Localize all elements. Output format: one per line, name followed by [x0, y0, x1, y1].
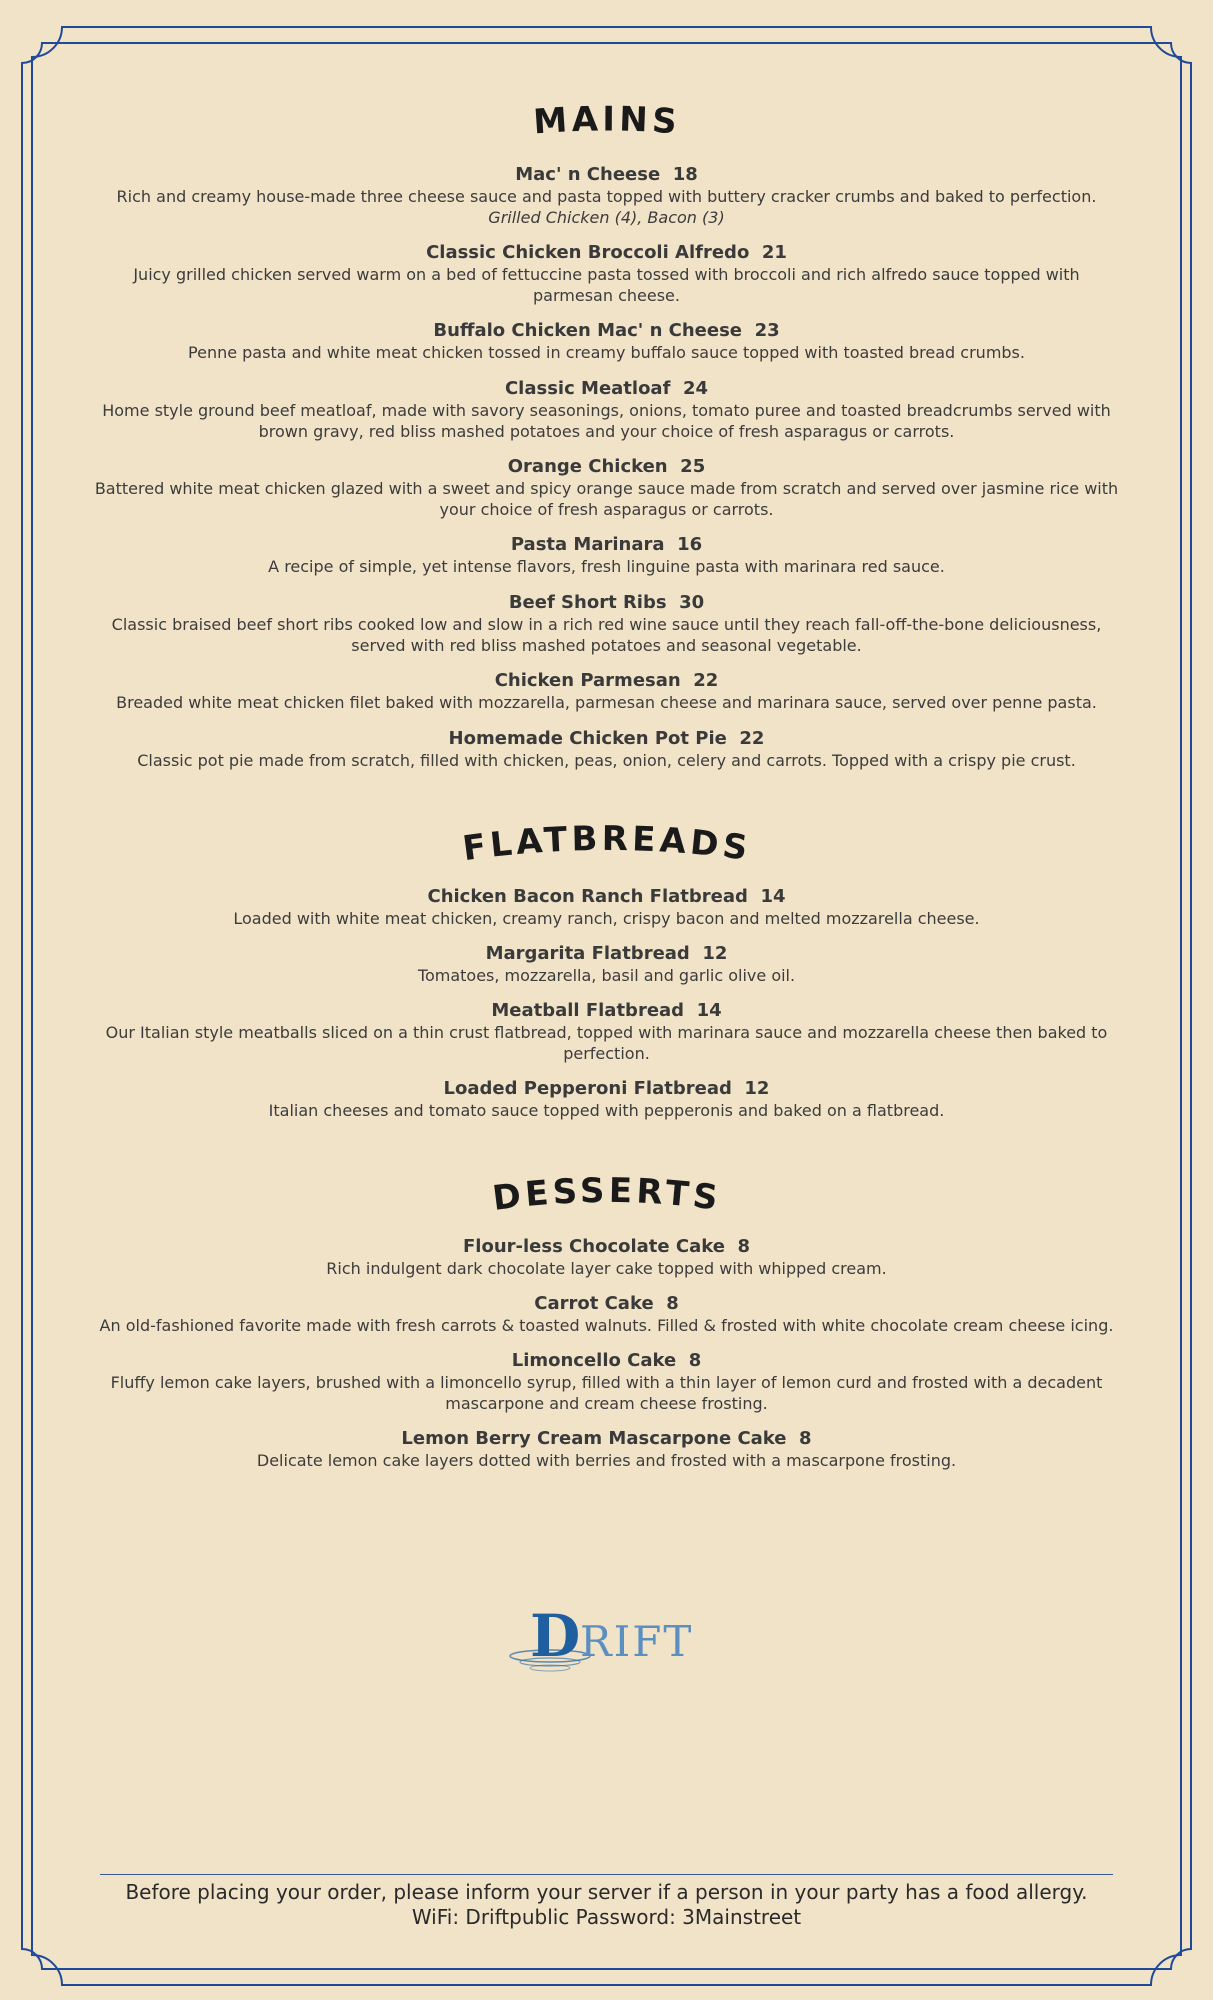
- item-name: Beef Short Ribs 30: [508, 592, 705, 613]
- drift-logo: [500, 1598, 720, 1678]
- svg-text:D: D: [530, 1602, 581, 1670]
- svg-text:RIFT: RIFT: [580, 1617, 694, 1666]
- item-addons: Grilled Chicken (4), Bacon (3): [488, 208, 725, 227]
- item-description: Penne pasta and white meat chicken tossed in creamy buffalo sauce topped with toasted bread crumbs.: [188, 343, 1025, 362]
- footer-divider: [100, 1874, 1113, 1875]
- item-name: Meatball Flatbread 14: [491, 1000, 722, 1021]
- menu-item: [90, 378, 1123, 442]
- item-name: Pasta Marinara 16: [510, 534, 703, 555]
- menu-item: [90, 1293, 1123, 1336]
- item-description: Rich and creamy house-made three cheese sauce and pasta topped with buttery cracker crumbs and baked to perfection.: [116, 187, 1097, 206]
- menu-item: [90, 670, 1123, 713]
- item-name: Lemon Berry Cream Mascarpone Cake 8: [401, 1428, 812, 1449]
- item-name: Chicken Bacon Ranch Flatbread 14: [427, 886, 786, 907]
- section-title-desserts: [90, 1158, 1123, 1226]
- item-description: Our Italian style meatballs sliced on a thin crust flatbread, topped with marinara sauce and mozzarella cheese then baked to perfection.: [105, 1023, 1108, 1063]
- item-description: Battered white meat chicken glazed with a sweet and spicy orange sauce made from scratch and served over jasmine rice with your choice of fresh asparagus or carrots.: [94, 479, 1119, 519]
- allergy-notice: Before placing your order, please inform your server if a person in your party has a food allergy.: [125, 1880, 1088, 1904]
- item-name: Margarita Flatbread 12: [485, 943, 728, 964]
- menu-item: [90, 1078, 1123, 1121]
- menu-item: [90, 456, 1123, 520]
- menu-item: [90, 943, 1123, 986]
- item-description: Italian cheeses and tomato sauce topped with pepperonis and baked on a flatbread.: [268, 1101, 945, 1120]
- menu-item: [90, 534, 1123, 577]
- wifi-info: WiFi: Driftpublic Password: 3Mainstreet: [411, 1905, 802, 1929]
- item-name: Flour-less Chocolate Cake 8: [462, 1236, 751, 1257]
- item-name: Classic Chicken Broccoli Alfredo 21: [426, 242, 787, 263]
- menu-item: [90, 242, 1123, 306]
- menu-item: [90, 1236, 1123, 1279]
- svg-text:MAINS: MAINS: [531, 99, 682, 143]
- svg-text:FLATBREADS: FLATBREADS: [459, 818, 754, 870]
- menu-item: [90, 164, 1123, 228]
- item-description: Breaded white meat chicken filet baked with mozzarella, parmesan cheese and marinara sauce, served over penne pasta.: [116, 693, 1097, 712]
- item-name: Mac' n Cheese 18: [515, 164, 698, 185]
- item-name: Chicken Parmesan 22: [494, 670, 719, 691]
- item-name: Buffalo Chicken Mac' n Cheese 23: [433, 320, 780, 341]
- item-name: Limoncello Cake 8: [511, 1350, 702, 1371]
- item-name: Homemade Chicken Pot Pie 22: [448, 728, 765, 749]
- item-description: A recipe of simple, yet intense flavors, fresh linguine pasta with marinara red sauce.: [268, 557, 945, 576]
- menu-item: [90, 592, 1123, 656]
- menu-item: [90, 1000, 1123, 1064]
- item-description: Classic pot pie made from scratch, filled with chicken, peas, onion, celery and carrots. Topped with a crispy pie crust.: [137, 751, 1076, 770]
- item-description: Home style ground beef meatloaf, made with savory seasonings, onions, tomato puree and toasted breadcrumbs served with brown gravy, red bliss mashed potatoes and your choice of fresh asparagus or carrots.: [102, 401, 1111, 441]
- menu-item: [90, 728, 1123, 771]
- section-title-flatbreads: [90, 806, 1123, 874]
- menu-item: [90, 1428, 1123, 1471]
- item-description: Tomatoes, mozzarella, basil and garlic olive oil.: [417, 966, 796, 985]
- item-description: Rich indulgent dark chocolate layer cake topped with whipped cream.: [326, 1259, 887, 1278]
- item-description: Delicate lemon cake layers dotted with berries and frosted with a mascarpone frosting.: [256, 1451, 957, 1470]
- svg-text:DESSERTS: DESSERTS: [489, 1170, 724, 1219]
- menu-item: [90, 886, 1123, 929]
- item-name: Classic Meatloaf 24: [504, 378, 709, 399]
- item-name: Loaded Pepperoni Flatbread 12: [443, 1078, 770, 1099]
- item-description: An old-fashioned favorite made with fresh carrots & toasted walnuts. Filled & frosted with white chocolate cream cheese icing.: [99, 1316, 1114, 1335]
- item-description: Loaded with white meat chicken, creamy ranch, crispy bacon and melted mozzarella cheese.: [233, 909, 980, 928]
- menu-item: [90, 320, 1123, 363]
- item-name: Carrot Cake 8: [534, 1293, 679, 1314]
- item-description: Juicy grilled chicken served warm on a bed of fettuccine pasta tossed with broccoli and rich alfredo sauce topped with parmesan cheese.: [133, 265, 1080, 305]
- section-title-mains: [90, 88, 1123, 152]
- item-description: Classic braised beef short ribs cooked low and slow in a rich red wine sauce until they reach fall-off-the-bone deliciousness, served with red bliss mashed potatoes and seasonal vegetable.: [111, 615, 1102, 655]
- item-name: Orange Chicken 25: [507, 456, 706, 477]
- menu-item: [90, 1350, 1123, 1414]
- item-description: Fluffy lemon cake layers, brushed with a limoncello syrup, filled with a thin layer of lemon curd and frosted with a decadent mascarpone and cream cheese frosting.: [110, 1373, 1103, 1413]
